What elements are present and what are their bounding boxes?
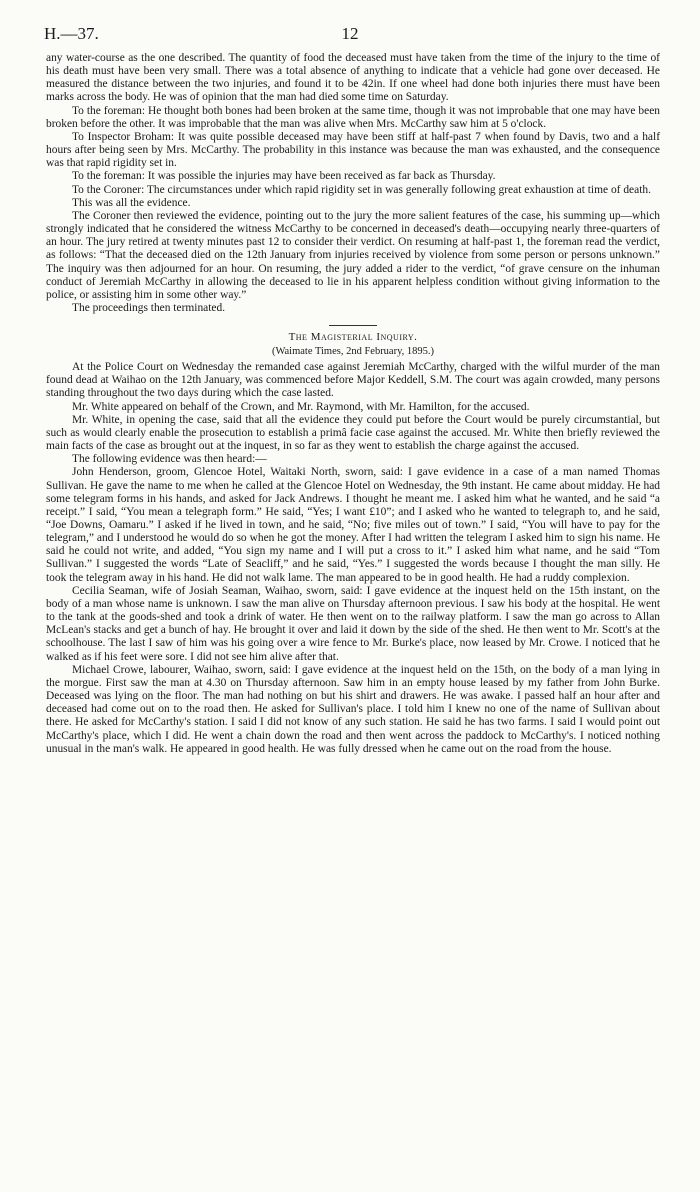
paragraph: Michael Crowe, labourer, Waihao, sworn, said: I gave evidence at the inquest held on the 15th, on the body of a man lying in the morgue. First saw the man at 4.30 on Thursday afternoon. Saw him in an empty house leased by my father from John Burke. Deceased was lying on the floor. The man had nothing on but his shirt and drawers. He was awake. I passed half an hour after and deceased had come out on to the road then. He asked for Sullivan's place. I told him I knew no one of the name of Sullivan about there. He asked for McCarthy's station. I said I did not know of any such station. He said he has two farms. I said I would point out McCarthy's place, which I did. He went a chain down the road and then went across the paddock to McCarthy's. I noticed nothing unusual in the man's walk. He appeared in good health. He was fully dressed when he came out on the road from the house.: [46, 663, 660, 755]
document-reference: H.—37.: [44, 24, 99, 43]
document-body: [46, 52, 660, 756]
paragraph: The proceedings then terminated.: [72, 301, 226, 314]
page-number: 12: [341, 24, 359, 43]
page-header: [44, 24, 656, 44]
paragraph: At the Police Court on Wednesday the remanded case against Jeremiah McCarthy, charged with the wilful murder of the man found dead at Waihao on the 12th January, was commenced before Major Keddell, S.M. The court was again crowded, many persons standing throughout the two days during which the case lasted.: [46, 361, 660, 400]
paragraph: To the foreman: It was possible the injuries may have been received as far back as Thursday.: [72, 170, 496, 183]
paragraph: Cecilia Seaman, wife of Josiah Seaman, Waihao, sworn, said: I gave evidence at the inquest held on the 15th instant, on the body of a man whose name is unknown. I saw the man alive on Thursday afternoon previous. I saw his body at the hospital. He went to the tank at the goods-shed and took a drink of water. He then went on to the railway platform. I saw the man go across to Allan McLean's stacks and get a bunch of hay. He brought it over and laid it down by the side of the shed. He then went to Mr. Scott's at the schoolhouse. The last I saw of him was his going over a wire fence to Mr. Burke's place, now leased by Mr. Crowe. I noticed that he walked as if his feet were sore. I did not see him alive after that.: [46, 584, 660, 663]
paragraph: any water-course as the one described. The quantity of food the deceased must have taken from the time of the injury to the time of his death must have been very small. There was a total absence of anything to indicate that a vehicle had gone over deceased. He measured the distance between the two injuries, and found it to be 42in. If one wheel had done both injuries there must have been marks across the body. He was of opinion that the man had died some time on Saturday.: [46, 52, 660, 104]
section-divider: [329, 325, 377, 326]
paragraph: The following evidence was then heard:—: [72, 453, 267, 466]
paragraph: Mr. White, in opening the case, said that all the evidence they could put before the Court would be purely circumstantial, but such as would clearly enable the prosecution to establish a primâ facie case against the accused. Mr. White then briefly reviewed the main facts of the case as brought out at the inquest, in so far as they went to establish the charge against the accused.: [46, 413, 660, 453]
paragraph: John Henderson, groom, Glencoe Hotel, Waitaki North, sworn, said: I gave evidence in a case of a man named Thomas Sullivan. He gave the name to me when he called at the Glencoe Hotel on Wednesday, the 9th instant. He came about midday. He had some telegram forms in his hands, and asked for Jack Andrews. I thought he meant me. I asked him what he wanted, and he said “a receipt.” I said, “You mean a telegraph form.” He said, “Yes; I want £10”; and I asked who he wanted to telegraph to, and he said, “Joe Downs, Oamaru.” I asked if he lived in town, and he said, “No; five miles out of town.” I said, “You will have to pay for the telegram,” and I understood he would do so when he got the money. After I had written the telegram I asked him to sign his name. He said he could not write, and added, “You sign my name and I will put a cross to it.” I asked him what name, and he said “Tom Sullivan.” I suggested the words “Late of Seacliff,” and he said, “Yes.” I suggested the words because I thought the man silly. He took the telegram away in his hand. He did not walk lame. The man appeared to be in good health. He had a ruddy complexion.: [46, 466, 660, 584]
paragraph: To the foreman: He thought both bones had been broken at the same time, though it was not improbable that one may have been broken before the other. It was improbable that the man was alive when Mrs. McCarthy saw him at 5 o'clock.: [46, 104, 660, 130]
paragraph: Mr. White appeared on behalf of the Crown, and Mr. Raymond, with Mr. Hamilton, for the accused.: [72, 400, 530, 413]
paragraph: This was all the evidence.: [72, 196, 191, 209]
paragraph: To the Coroner: The circumstances under which rapid rigidity set in was generally following great exhaustion at time of death.: [72, 183, 651, 196]
paragraph: The Coroner then reviewed the evidence, pointing out to the jury the more salient features of the case, his summing up—which strongly indicated that he considered the witness McCarthy to be concerned in deceased's death—occupying nearly three-quarters of an hour. The jury retired at twenty minutes past 12 to consider their verdict. On resuming at half-past 1, the foreman read the verdict, as follows: “That the deceased died on the 12th January from injuries received by violence from some person or persons unknown.” The inquiry was then adjourned for an hour. On resuming, the jury added a rider to the verdict, “of grave censure on the inhuman conduct of Jeremiah McCarthy in allowing the deceased to lie in his apparent helpless condition without giving information to the police, or assisting him in some other way.”: [46, 209, 660, 301]
section-source: (Waimate Times, 2nd February, 1895.): [271, 346, 435, 358]
paragraph: To Inspector Broham: It was quite possible deceased may have been stiff at half-past 7 when found by Davis, two and a half hours after being seen by Mrs. McCarthy. The probability in this instance was because the man was exhausted, and the consequence was that rapid rigidity set in.: [46, 130, 660, 170]
section-title: The Magisterial Inquiry.: [288, 331, 418, 344]
